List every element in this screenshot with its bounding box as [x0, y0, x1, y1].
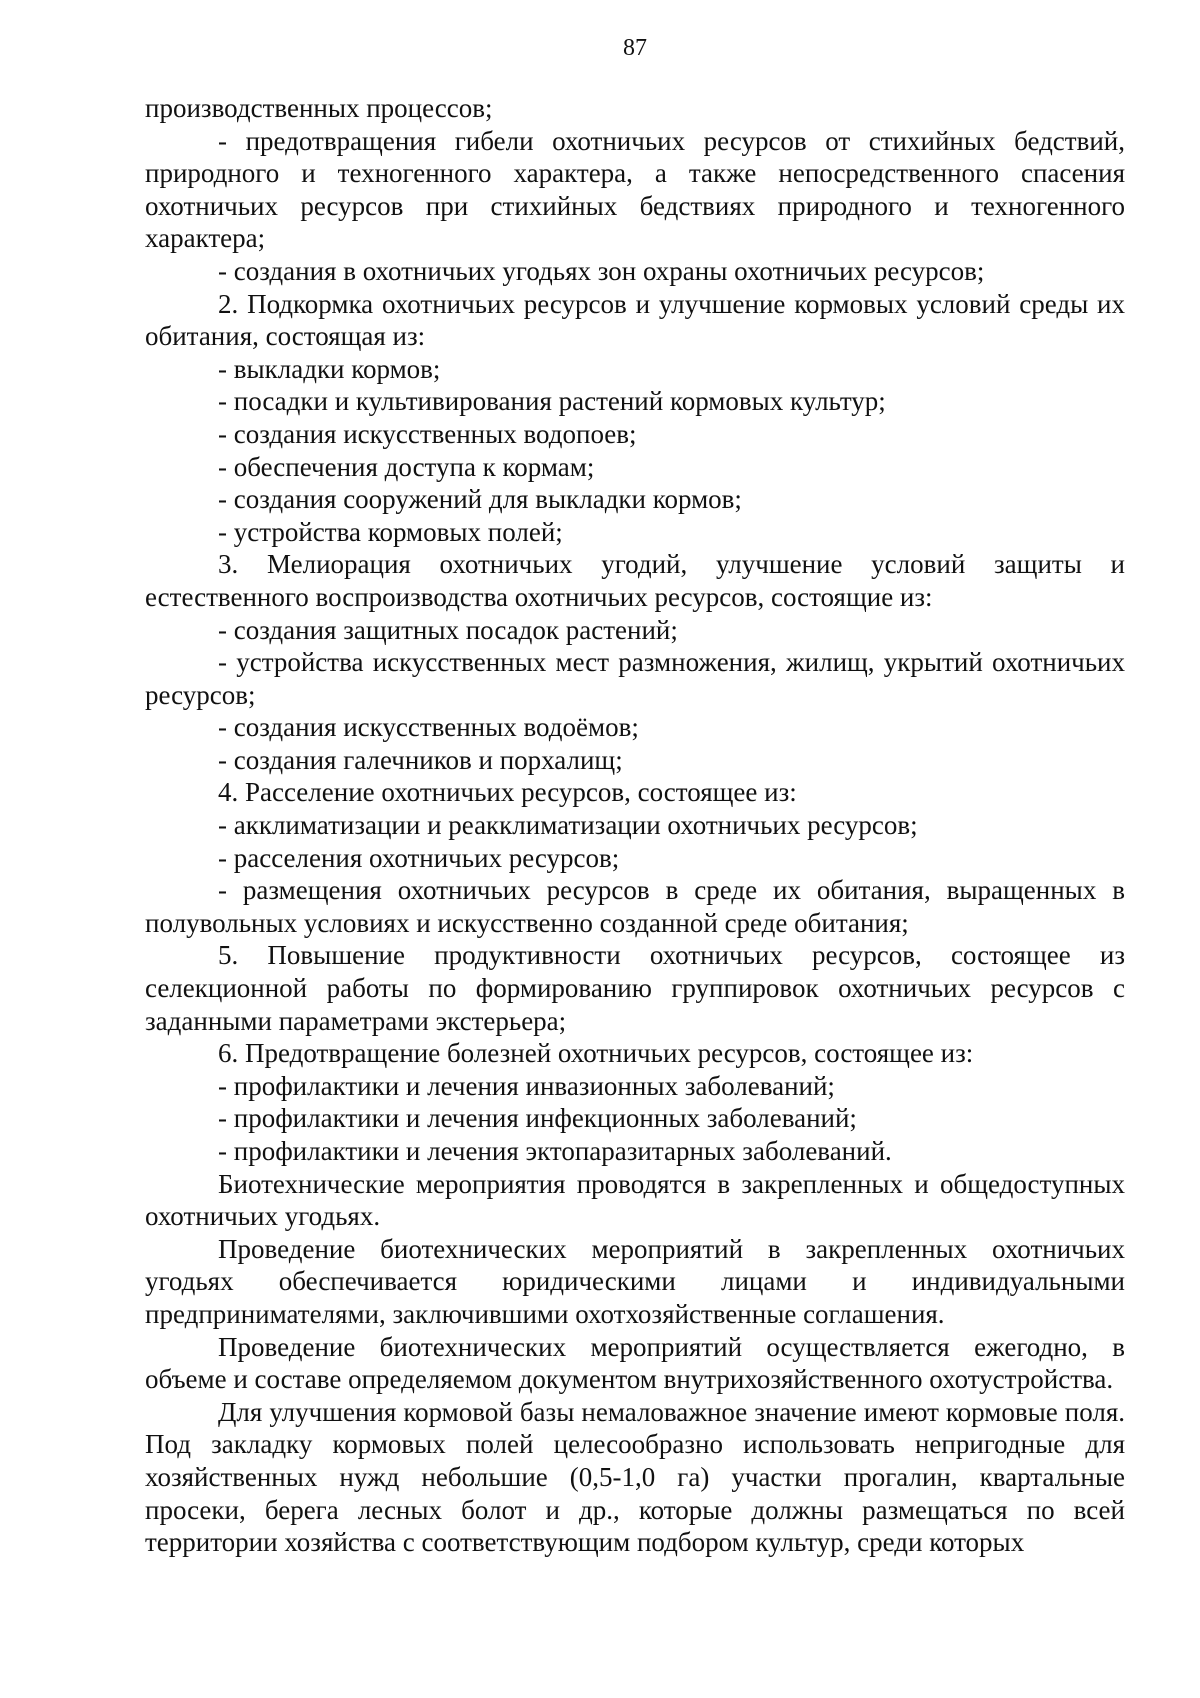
paragraph: Проведение биотехнических мероприятий в закрепленных охотничьих угодьях обеспечивается юридическими лицами и индивидуальными предпринимателями, заключившими охотхозяйственные соглашения. — [145, 1233, 1125, 1329]
paragraph: - создания в охотничьих угодьях зон охраны охотничьих ресурсов; — [218, 255, 985, 286]
paragraph: 3. Мелиорация охотничьих угодий, улучшение условий защиты и естественного воспроизводства охотничьих ресурсов, состоящие из: — [145, 549, 1125, 612]
page-number: 87 — [623, 35, 647, 61]
paragraph: 6. Предотвращение болезней охотничьих ресурсов, состоящее из: — [218, 1038, 974, 1069]
paragraph: - профилактики и лечения инвазионных заболеваний; — [218, 1070, 835, 1101]
document-page — [145, 34, 1125, 1559]
paragraph: 2. Подкормка охотничьих ресурсов и улучшение кормовых условий среды их обитания, состоящая из: — [145, 288, 1125, 352]
paragraph: - создания защитных посадок растений; — [218, 614, 678, 645]
paragraph: - профилактики и лечения инфекционных заболеваний; — [218, 1103, 857, 1134]
paragraph: - создания искусственных водопоев; — [218, 418, 637, 449]
paragraph: - создания галечников и порхалищ; — [218, 744, 623, 775]
paragraph: - профилактики и лечения эктопаразитарных заболеваний. — [218, 1136, 892, 1166]
paragraph: Для улучшения кормовой базы немаловажное значение имеют кормовые поля. Под закладку кормовых полей целесообразно использовать непригодные для хозяйственных нужд небольшие (0,5-1,0 га) участки прогалин, квартальные просеки, берега лесных болот и др., которые должны размещаться по всей территории хозяйства с соответствующим подбором культур, среди которых — [145, 1396, 1125, 1558]
paragraph: - предотвращения гибели охотничьих ресурсов от стихийных бедствий, природного и техногенного характера, а также непосредственного спасения охотничьих ресурсов при стихийных бедствиях природного и техногенного характера; — [145, 125, 1125, 254]
paragraph: Проведение биотехнических мероприятий осуществляется ежегодно, в объеме и составе определяемом документом внутрихозяйственного охотустройства. — [145, 1331, 1125, 1395]
paragraph: - посадки и культивирования растений кормовых культур; — [218, 386, 886, 417]
paragraph: - расселения охотничьих ресурсов; — [218, 842, 620, 873]
paragraph: - акклиматизации и реакклиматизации охотничьих ресурсов; — [218, 810, 918, 841]
paragraph: 4. Расселение охотничьих ресурсов, состоящее из: — [218, 777, 797, 808]
paragraph: - создания искусственных водоёмов; — [218, 712, 639, 743]
paragraph: - устройства искусственных мест размножения, жилищ, укрытий охотничьих ресурсов; — [145, 647, 1125, 710]
paragraph: 5. Повышение продуктивности охотничьих ресурсов, состоящее из селекционной работы по формированию группировок охотничьих ресурсов с заданными параметрами экстерьера; — [145, 940, 1125, 1036]
paragraph: Биотехнические мероприятия проводятся в закрепленных и общедоступных охотничьих угодьях. — [145, 1168, 1125, 1232]
paragraph: - создания сооружений для выкладки кормов; — [218, 484, 742, 515]
paragraph: - выкладки кормов; — [218, 353, 441, 384]
paragraph: - размещения охотничьих ресурсов в среде их обитания, выращенных в полувольных условиях и искусственно созданной среде обитания; — [145, 875, 1125, 938]
paragraph: - устройства кормовых полей; — [218, 516, 563, 547]
paragraph: производственных процессов; — [145, 93, 493, 123]
paragraph: - обеспечения доступа к кормам; — [218, 451, 595, 482]
document-body — [145, 92, 1125, 1559]
